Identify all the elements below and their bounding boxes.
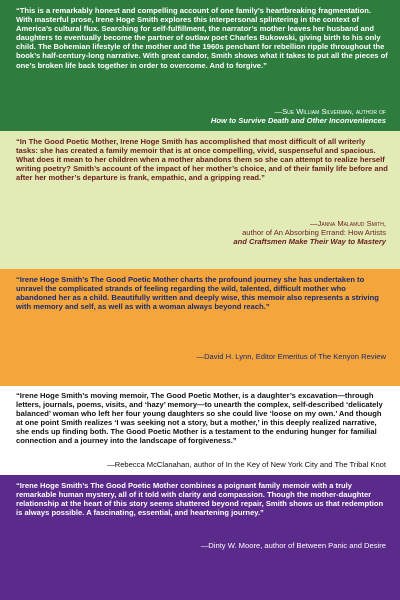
review-author-5: —Dinty W. Moore, author of Between Panic and Desire: [200, 541, 386, 550]
review-quote-3: “Irene Hoge Smith’s The Good Poetic Mother charts the profound journey she has undertaken to unravel the complicated strands of feeling regarding the wild, talented, difficult mother who abandoned her as a child. Beautifully written and deeply wise, this memoir also represents a striving with memory and self, as well as with a woman always beyond reach.”: [16, 275, 379, 312]
review-author-1: —Sue William Silverman, author of: [274, 107, 386, 116]
review-quote-4: “Irene Hoge Smith’s moving memoir, The Good Poetic Mother, is a daughter’s excavation—through letters, journals, poems, visits, and ‘hazy’ memory—to unearth the complex, self-described ‘delicately balanced’ woman who left her four young daughters so she could live ‘loose on my own.’ And though at one point Smith realizes ‘I was seeking not a story, but a mother,’ in this deeply realized narrative, she ends up finding both. The Good Poetic Mother is a testament to the enduring hunger for familial connection and a journey into the landscape of forgiveness.”: [16, 391, 383, 446]
review-work-1: How to Survive Death and Other Inconveniences: [210, 116, 386, 126]
review-quote-5: “Irene Hoge Smith’s The Good Poetic Mother combines a poignant family memoir with a truly remarkable human mystery, all of it told with clarity and compassion. Though the mother-daughter relationship at the heart of this story seems shattered beyond repair, Smith shows us that redemption is always possible. A fascinating, essential, and heartening journey.”: [16, 481, 384, 518]
review-author-2-line-2: author of An Absorbing Errand: How Artists: [242, 228, 386, 238]
review-quote-2: “In The Good Poetic Mother, Irene Hoge Smith has accomplished that most difficult of all writerly tasks: she has created a family memoir that is at once compelling, vivid, suspenseful and spacious. What does it mean to her children when a mother abandons them so she can attempt to realize herself writing poetry? Smith’s account of the impact of her mother’s choice, and of their family life before and after her mother’s departure is frank, empathic, and a gripping read.”: [16, 137, 388, 183]
review-attribution-2: [86, 219, 386, 246]
review-attribution-1: [86, 107, 386, 125]
review-attribution-4: [26, 460, 386, 469]
review-author-2-line-3: and Craftsmen Make Their Way to Mastery: [233, 237, 386, 247]
review-attribution-3: [56, 352, 386, 361]
review-attribution-5: [86, 541, 386, 550]
review-author-2: —Janna Malamud Smith,: [309, 219, 386, 228]
review-author-4: —Rebecca McClanahan, author of In the Key of New York City and The Tribal Knot: [107, 460, 386, 469]
review-author-3: —David H. Lynn, Editor Emeritus of The Kenyon Review: [196, 352, 386, 361]
review-quote-1: “This is a remarkably honest and compelling account of one family’s heartbreaking fragmentation. With masterful prose, Irene Hoge Smith explores this interpersonal splintering in the context of America’s cultural flux. Searching for self-fulfillment, the narrator’s mother leaves her husband and daughters to eventually become the partner of outlaw poet Charles Bukowski, giving birth to his only child. The Bohemian lifestyle of the mother and the 1960s penchant for rebellion ripple throughout the book’s half-century-long narrative. With great candor, Smith shows what it takes to put all the pieces of one’s broken life back together in order to overcome. And to forgive.”: [16, 6, 388, 70]
